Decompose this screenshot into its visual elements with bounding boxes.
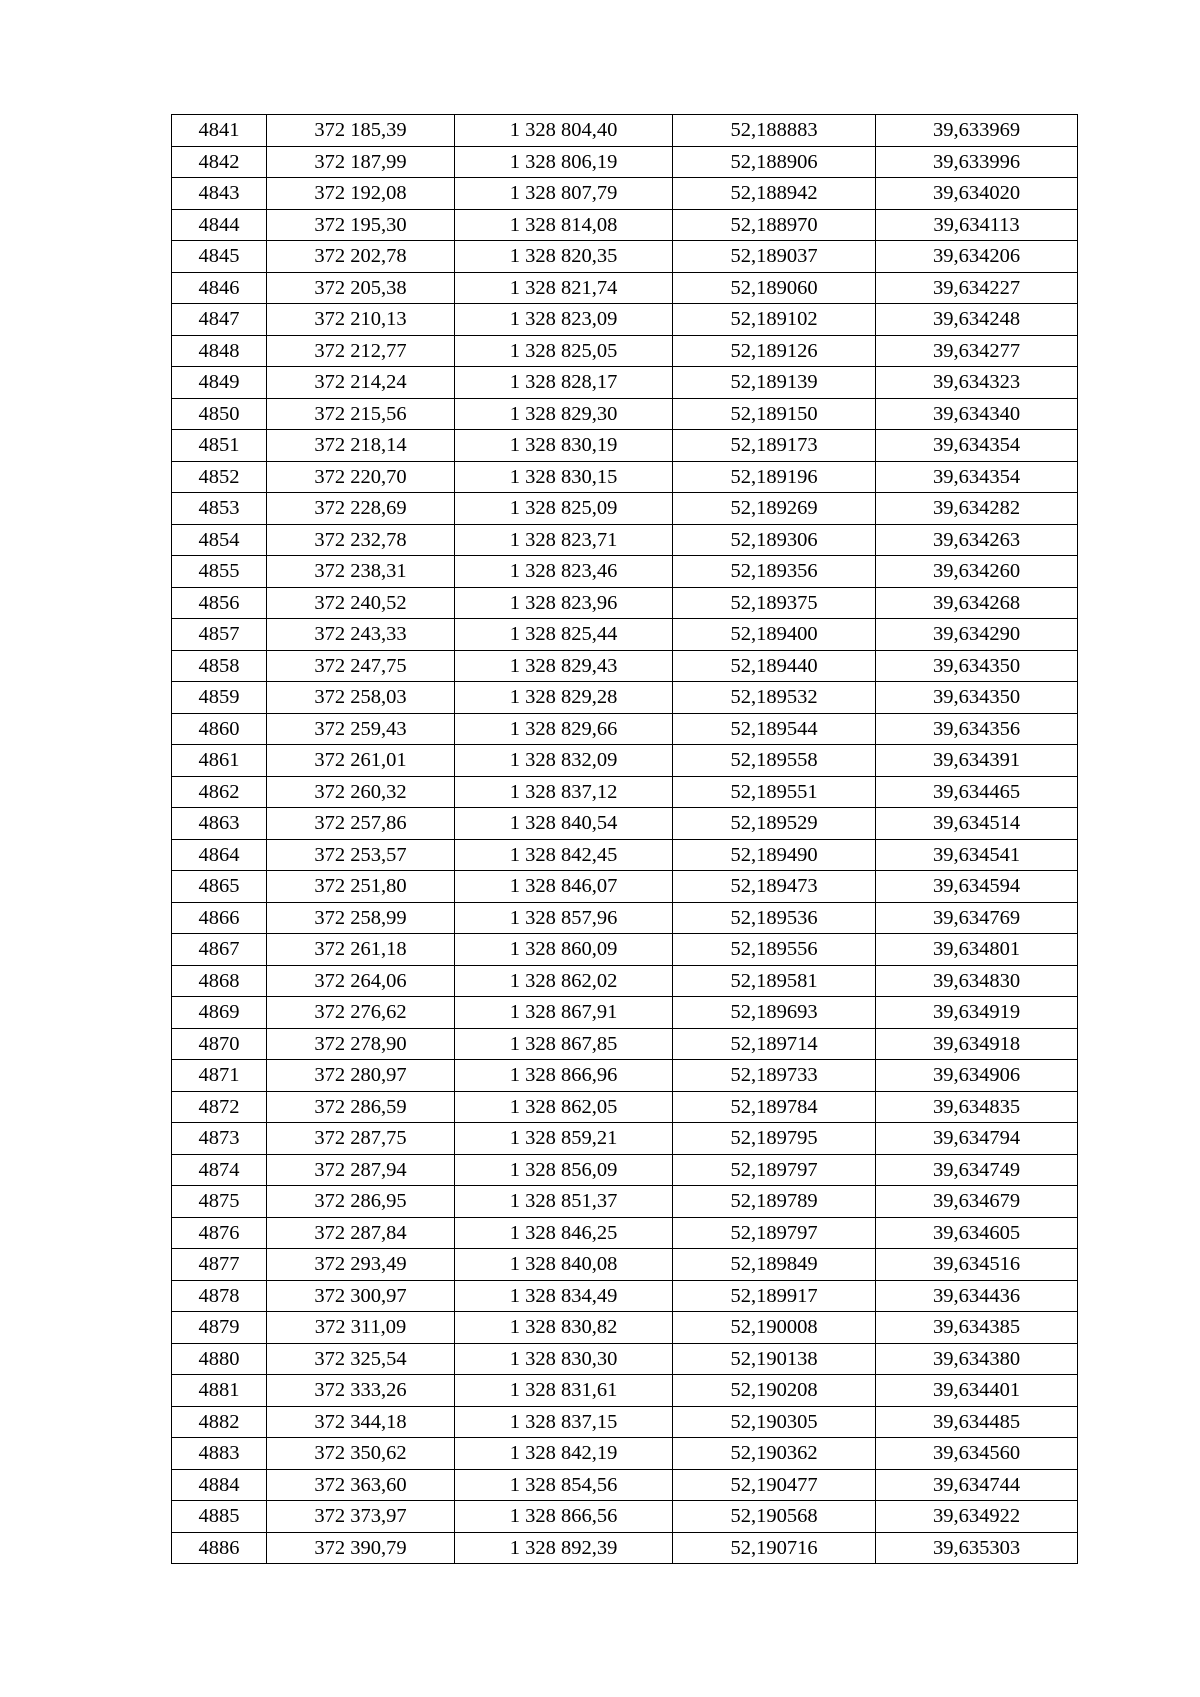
table-row	[172, 745, 1078, 777]
x-coordinate-cell: 372 192,08	[267, 178, 455, 210]
y-coordinate-cell: 1 328 840,08	[455, 1249, 673, 1281]
longitude-cell: 39,634263	[876, 524, 1078, 556]
latitude-cell: 52,190716	[673, 1532, 876, 1564]
latitude-cell: 52,189797	[673, 1217, 876, 1249]
y-coordinate-cell: 1 328 859,21	[455, 1123, 673, 1155]
point-number-cell: 4864	[172, 839, 267, 871]
coordinates-table	[171, 114, 1078, 1564]
table-row	[172, 1028, 1078, 1060]
table-row	[172, 1501, 1078, 1533]
y-coordinate-cell: 1 328 856,09	[455, 1154, 673, 1186]
latitude-cell: 52,189849	[673, 1249, 876, 1281]
latitude-cell: 52,189532	[673, 682, 876, 714]
latitude-cell: 52,189060	[673, 272, 876, 304]
table-row	[172, 965, 1078, 997]
longitude-cell: 39,634794	[876, 1123, 1078, 1155]
x-coordinate-cell: 372 228,69	[267, 493, 455, 525]
y-coordinate-cell: 1 328 828,17	[455, 367, 673, 399]
x-coordinate-cell: 372 212,77	[267, 335, 455, 367]
table-row	[172, 1123, 1078, 1155]
x-coordinate-cell: 372 258,03	[267, 682, 455, 714]
point-number-cell: 4859	[172, 682, 267, 714]
latitude-cell: 52,189269	[673, 493, 876, 525]
table-row	[172, 839, 1078, 871]
latitude-cell: 52,190362	[673, 1438, 876, 1470]
y-coordinate-cell: 1 328 866,56	[455, 1501, 673, 1533]
point-number-cell: 4883	[172, 1438, 267, 1470]
x-coordinate-cell: 372 220,70	[267, 461, 455, 493]
latitude-cell: 52,188906	[673, 146, 876, 178]
x-coordinate-cell: 372 287,75	[267, 1123, 455, 1155]
x-coordinate-cell: 372 390,79	[267, 1532, 455, 1564]
table-row	[172, 1154, 1078, 1186]
table-row	[172, 1186, 1078, 1218]
point-number-cell: 4879	[172, 1312, 267, 1344]
longitude-cell: 39,634227	[876, 272, 1078, 304]
latitude-cell: 52,189150	[673, 398, 876, 430]
longitude-cell: 39,634541	[876, 839, 1078, 871]
point-number-cell: 4855	[172, 556, 267, 588]
table-row	[172, 461, 1078, 493]
latitude-cell: 52,189784	[673, 1091, 876, 1123]
y-coordinate-cell: 1 328 830,82	[455, 1312, 673, 1344]
latitude-cell: 52,189126	[673, 335, 876, 367]
y-coordinate-cell: 1 328 823,09	[455, 304, 673, 336]
table-row	[172, 335, 1078, 367]
point-number-cell: 4843	[172, 178, 267, 210]
longitude-cell: 39,634465	[876, 776, 1078, 808]
longitude-cell: 39,634560	[876, 1438, 1078, 1470]
table-row	[172, 650, 1078, 682]
point-number-cell: 4842	[172, 146, 267, 178]
longitude-cell: 39,634801	[876, 934, 1078, 966]
point-number-cell: 4880	[172, 1343, 267, 1375]
y-coordinate-cell: 1 328 814,08	[455, 209, 673, 241]
x-coordinate-cell: 372 214,24	[267, 367, 455, 399]
x-coordinate-cell: 372 325,54	[267, 1343, 455, 1375]
point-number-cell: 4851	[172, 430, 267, 462]
x-coordinate-cell: 372 287,84	[267, 1217, 455, 1249]
y-coordinate-cell: 1 328 846,07	[455, 871, 673, 903]
point-number-cell: 4852	[172, 461, 267, 493]
y-coordinate-cell: 1 328 892,39	[455, 1532, 673, 1564]
point-number-cell: 4849	[172, 367, 267, 399]
longitude-cell: 39,634594	[876, 871, 1078, 903]
x-coordinate-cell: 372 344,18	[267, 1406, 455, 1438]
latitude-cell: 52,188883	[673, 115, 876, 147]
table-row	[172, 241, 1078, 273]
coordinates-table-body	[172, 115, 1078, 1564]
longitude-cell: 39,633969	[876, 115, 1078, 147]
y-coordinate-cell: 1 328 862,05	[455, 1091, 673, 1123]
longitude-cell: 39,634268	[876, 587, 1078, 619]
y-coordinate-cell: 1 328 829,43	[455, 650, 673, 682]
longitude-cell: 39,635303	[876, 1532, 1078, 1564]
longitude-cell: 39,634922	[876, 1501, 1078, 1533]
latitude-cell: 52,189797	[673, 1154, 876, 1186]
x-coordinate-cell: 372 232,78	[267, 524, 455, 556]
table-row	[172, 713, 1078, 745]
latitude-cell: 52,190008	[673, 1312, 876, 1344]
point-number-cell: 4877	[172, 1249, 267, 1281]
longitude-cell: 39,634260	[876, 556, 1078, 588]
y-coordinate-cell: 1 328 860,09	[455, 934, 673, 966]
table-row	[172, 1249, 1078, 1281]
table-row	[172, 1217, 1078, 1249]
y-coordinate-cell: 1 328 804,40	[455, 115, 673, 147]
table-row	[172, 524, 1078, 556]
latitude-cell: 52,189440	[673, 650, 876, 682]
table-row	[172, 1375, 1078, 1407]
y-coordinate-cell: 1 328 867,85	[455, 1028, 673, 1060]
longitude-cell: 39,634835	[876, 1091, 1078, 1123]
point-number-cell: 4870	[172, 1028, 267, 1060]
longitude-cell: 39,634340	[876, 398, 1078, 430]
x-coordinate-cell: 372 259,43	[267, 713, 455, 745]
longitude-cell: 39,634744	[876, 1469, 1078, 1501]
latitude-cell: 52,189490	[673, 839, 876, 871]
point-number-cell: 4861	[172, 745, 267, 777]
longitude-cell: 39,634354	[876, 461, 1078, 493]
point-number-cell: 4844	[172, 209, 267, 241]
longitude-cell: 39,634830	[876, 965, 1078, 997]
latitude-cell: 52,189196	[673, 461, 876, 493]
longitude-cell: 39,634436	[876, 1280, 1078, 1312]
point-number-cell: 4863	[172, 808, 267, 840]
point-number-cell: 4845	[172, 241, 267, 273]
longitude-cell: 39,634354	[876, 430, 1078, 462]
latitude-cell: 52,189581	[673, 965, 876, 997]
point-number-cell: 4873	[172, 1123, 267, 1155]
y-coordinate-cell: 1 328 829,28	[455, 682, 673, 714]
x-coordinate-cell: 372 215,56	[267, 398, 455, 430]
x-coordinate-cell: 372 257,86	[267, 808, 455, 840]
latitude-cell: 52,189356	[673, 556, 876, 588]
y-coordinate-cell: 1 328 837,12	[455, 776, 673, 808]
latitude-cell: 52,189536	[673, 902, 876, 934]
point-number-cell: 4882	[172, 1406, 267, 1438]
longitude-cell: 39,634356	[876, 713, 1078, 745]
table-row	[172, 304, 1078, 336]
x-coordinate-cell: 372 363,60	[267, 1469, 455, 1501]
latitude-cell: 52,189556	[673, 934, 876, 966]
table-row	[172, 1406, 1078, 1438]
x-coordinate-cell: 372 251,80	[267, 871, 455, 903]
y-coordinate-cell: 1 328 825,05	[455, 335, 673, 367]
latitude-cell: 52,189102	[673, 304, 876, 336]
longitude-cell: 39,634380	[876, 1343, 1078, 1375]
table-row	[172, 682, 1078, 714]
y-coordinate-cell: 1 328 825,44	[455, 619, 673, 651]
x-coordinate-cell: 372 286,95	[267, 1186, 455, 1218]
latitude-cell: 52,189400	[673, 619, 876, 651]
table-row	[172, 1091, 1078, 1123]
point-number-cell: 4857	[172, 619, 267, 651]
longitude-cell: 39,634248	[876, 304, 1078, 336]
latitude-cell: 52,189306	[673, 524, 876, 556]
point-number-cell: 4875	[172, 1186, 267, 1218]
y-coordinate-cell: 1 328 867,91	[455, 997, 673, 1029]
latitude-cell: 52,189551	[673, 776, 876, 808]
point-number-cell: 4878	[172, 1280, 267, 1312]
point-number-cell: 4872	[172, 1091, 267, 1123]
table-row	[172, 776, 1078, 808]
latitude-cell: 52,189558	[673, 745, 876, 777]
table-row	[172, 115, 1078, 147]
x-coordinate-cell: 372 287,94	[267, 1154, 455, 1186]
longitude-cell: 39,634277	[876, 335, 1078, 367]
longitude-cell: 39,634769	[876, 902, 1078, 934]
latitude-cell: 52,190138	[673, 1343, 876, 1375]
longitude-cell: 39,634206	[876, 241, 1078, 273]
latitude-cell: 52,190568	[673, 1501, 876, 1533]
y-coordinate-cell: 1 328 830,19	[455, 430, 673, 462]
y-coordinate-cell: 1 328 823,71	[455, 524, 673, 556]
table-row	[172, 1343, 1078, 1375]
y-coordinate-cell: 1 328 823,96	[455, 587, 673, 619]
x-coordinate-cell: 372 261,18	[267, 934, 455, 966]
y-coordinate-cell: 1 328 823,46	[455, 556, 673, 588]
y-coordinate-cell: 1 328 830,15	[455, 461, 673, 493]
point-number-cell: 4868	[172, 965, 267, 997]
point-number-cell: 4848	[172, 335, 267, 367]
latitude-cell: 52,189173	[673, 430, 876, 462]
y-coordinate-cell: 1 328 830,30	[455, 1343, 673, 1375]
x-coordinate-cell: 372 247,75	[267, 650, 455, 682]
longitude-cell: 39,634113	[876, 209, 1078, 241]
point-number-cell: 4886	[172, 1532, 267, 1564]
table-row	[172, 997, 1078, 1029]
table-row	[172, 178, 1078, 210]
point-number-cell: 4854	[172, 524, 267, 556]
longitude-cell: 39,634290	[876, 619, 1078, 651]
x-coordinate-cell: 372 311,09	[267, 1312, 455, 1344]
latitude-cell: 52,189139	[673, 367, 876, 399]
latitude-cell: 52,189917	[673, 1280, 876, 1312]
table-row	[172, 398, 1078, 430]
x-coordinate-cell: 372 278,90	[267, 1028, 455, 1060]
longitude-cell: 39,634401	[876, 1375, 1078, 1407]
table-row	[172, 1532, 1078, 1564]
x-coordinate-cell: 372 286,59	[267, 1091, 455, 1123]
longitude-cell: 39,634749	[876, 1154, 1078, 1186]
latitude-cell: 52,189375	[673, 587, 876, 619]
table-row	[172, 556, 1078, 588]
longitude-cell: 39,634020	[876, 178, 1078, 210]
point-number-cell: 4876	[172, 1217, 267, 1249]
x-coordinate-cell: 372 293,49	[267, 1249, 455, 1281]
point-number-cell: 4847	[172, 304, 267, 336]
y-coordinate-cell: 1 328 837,15	[455, 1406, 673, 1438]
point-number-cell: 4869	[172, 997, 267, 1029]
table-row	[172, 587, 1078, 619]
latitude-cell: 52,189714	[673, 1028, 876, 1060]
table-row	[172, 808, 1078, 840]
longitude-cell: 39,634919	[876, 997, 1078, 1029]
table-row	[172, 367, 1078, 399]
latitude-cell: 52,189529	[673, 808, 876, 840]
x-coordinate-cell: 372 333,26	[267, 1375, 455, 1407]
table-row	[172, 1438, 1078, 1470]
x-coordinate-cell: 372 210,13	[267, 304, 455, 336]
x-coordinate-cell: 372 243,33	[267, 619, 455, 651]
y-coordinate-cell: 1 328 829,30	[455, 398, 673, 430]
x-coordinate-cell: 372 350,62	[267, 1438, 455, 1470]
longitude-cell: 39,634514	[876, 808, 1078, 840]
longitude-cell: 39,634323	[876, 367, 1078, 399]
y-coordinate-cell: 1 328 854,56	[455, 1469, 673, 1501]
y-coordinate-cell: 1 328 831,61	[455, 1375, 673, 1407]
y-coordinate-cell: 1 328 821,74	[455, 272, 673, 304]
x-coordinate-cell: 372 238,31	[267, 556, 455, 588]
y-coordinate-cell: 1 328 842,19	[455, 1438, 673, 1470]
x-coordinate-cell: 372 240,52	[267, 587, 455, 619]
point-number-cell: 4850	[172, 398, 267, 430]
x-coordinate-cell: 372 373,97	[267, 1501, 455, 1533]
longitude-cell: 39,634918	[876, 1028, 1078, 1060]
table-row	[172, 146, 1078, 178]
point-number-cell: 4865	[172, 871, 267, 903]
table-row	[172, 902, 1078, 934]
table-row	[172, 1469, 1078, 1501]
y-coordinate-cell: 1 328 832,09	[455, 745, 673, 777]
x-coordinate-cell: 372 300,97	[267, 1280, 455, 1312]
x-coordinate-cell: 372 187,99	[267, 146, 455, 178]
y-coordinate-cell: 1 328 862,02	[455, 965, 673, 997]
x-coordinate-cell: 372 276,62	[267, 997, 455, 1029]
latitude-cell: 52,190477	[673, 1469, 876, 1501]
point-number-cell: 4841	[172, 115, 267, 147]
latitude-cell: 52,188942	[673, 178, 876, 210]
table-row	[172, 1312, 1078, 1344]
x-coordinate-cell: 372 260,32	[267, 776, 455, 808]
x-coordinate-cell: 372 258,99	[267, 902, 455, 934]
point-number-cell: 4871	[172, 1060, 267, 1092]
longitude-cell: 39,634485	[876, 1406, 1078, 1438]
y-coordinate-cell: 1 328 842,45	[455, 839, 673, 871]
point-number-cell: 4853	[172, 493, 267, 525]
point-number-cell: 4866	[172, 902, 267, 934]
point-number-cell: 4856	[172, 587, 267, 619]
x-coordinate-cell: 372 264,06	[267, 965, 455, 997]
latitude-cell: 52,189789	[673, 1186, 876, 1218]
point-number-cell: 4884	[172, 1469, 267, 1501]
table-row	[172, 934, 1078, 966]
latitude-cell: 52,189037	[673, 241, 876, 273]
table-row	[172, 430, 1078, 462]
y-coordinate-cell: 1 328 807,79	[455, 178, 673, 210]
y-coordinate-cell: 1 328 851,37	[455, 1186, 673, 1218]
point-number-cell: 4862	[172, 776, 267, 808]
longitude-cell: 39,634906	[876, 1060, 1078, 1092]
point-number-cell: 4881	[172, 1375, 267, 1407]
point-number-cell: 4874	[172, 1154, 267, 1186]
latitude-cell: 52,189544	[673, 713, 876, 745]
longitude-cell: 39,634350	[876, 650, 1078, 682]
x-coordinate-cell: 372 202,78	[267, 241, 455, 273]
y-coordinate-cell: 1 328 820,35	[455, 241, 673, 273]
longitude-cell: 39,634605	[876, 1217, 1078, 1249]
y-coordinate-cell: 1 328 866,96	[455, 1060, 673, 1092]
table-row	[172, 1280, 1078, 1312]
x-coordinate-cell: 372 218,14	[267, 430, 455, 462]
y-coordinate-cell: 1 328 834,49	[455, 1280, 673, 1312]
x-coordinate-cell: 372 185,39	[267, 115, 455, 147]
point-number-cell: 4846	[172, 272, 267, 304]
table-row	[172, 493, 1078, 525]
latitude-cell: 52,188970	[673, 209, 876, 241]
table-row	[172, 272, 1078, 304]
longitude-cell: 39,634282	[876, 493, 1078, 525]
longitude-cell: 39,634391	[876, 745, 1078, 777]
longitude-cell: 39,634350	[876, 682, 1078, 714]
latitude-cell: 52,190305	[673, 1406, 876, 1438]
point-number-cell: 4858	[172, 650, 267, 682]
table-row	[172, 619, 1078, 651]
y-coordinate-cell: 1 328 857,96	[455, 902, 673, 934]
table-row	[172, 209, 1078, 241]
latitude-cell: 52,189473	[673, 871, 876, 903]
table-row	[172, 871, 1078, 903]
latitude-cell: 52,189733	[673, 1060, 876, 1092]
x-coordinate-cell: 372 261,01	[267, 745, 455, 777]
y-coordinate-cell: 1 328 846,25	[455, 1217, 673, 1249]
point-number-cell: 4885	[172, 1501, 267, 1533]
latitude-cell: 52,189795	[673, 1123, 876, 1155]
point-number-cell: 4867	[172, 934, 267, 966]
latitude-cell: 52,190208	[673, 1375, 876, 1407]
x-coordinate-cell: 372 253,57	[267, 839, 455, 871]
y-coordinate-cell: 1 328 829,66	[455, 713, 673, 745]
longitude-cell: 39,634679	[876, 1186, 1078, 1218]
y-coordinate-cell: 1 328 825,09	[455, 493, 673, 525]
x-coordinate-cell: 372 280,97	[267, 1060, 455, 1092]
x-coordinate-cell: 372 205,38	[267, 272, 455, 304]
longitude-cell: 39,633996	[876, 146, 1078, 178]
longitude-cell: 39,634385	[876, 1312, 1078, 1344]
y-coordinate-cell: 1 328 806,19	[455, 146, 673, 178]
latitude-cell: 52,189693	[673, 997, 876, 1029]
y-coordinate-cell: 1 328 840,54	[455, 808, 673, 840]
longitude-cell: 39,634516	[876, 1249, 1078, 1281]
x-coordinate-cell: 372 195,30	[267, 209, 455, 241]
table-row	[172, 1060, 1078, 1092]
point-number-cell: 4860	[172, 713, 267, 745]
